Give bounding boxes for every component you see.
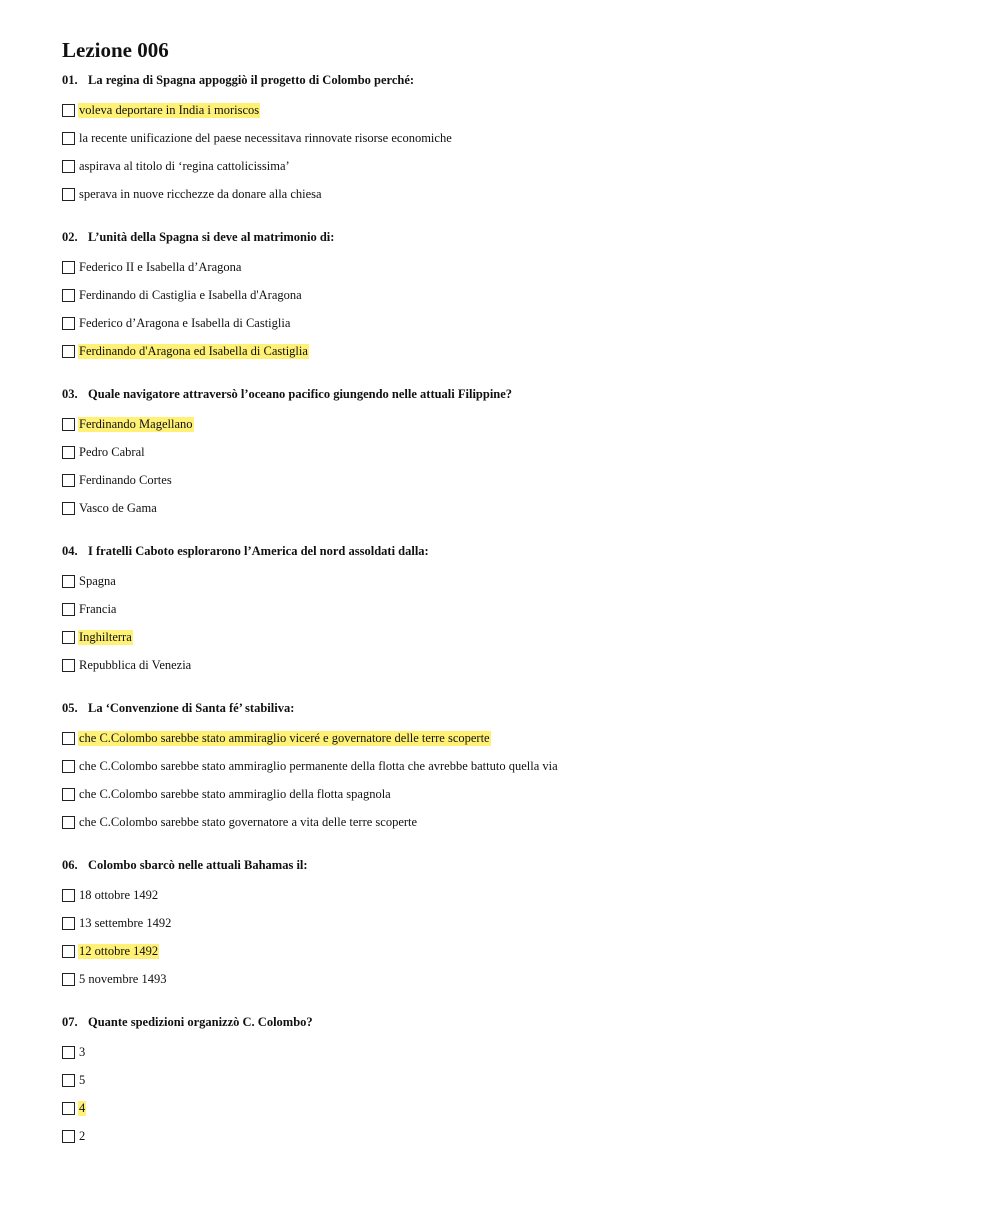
answer-label: la recente unificazione del paese necessitava rinnovate risorse economiche: [79, 130, 452, 145]
answer-option[interactable]: [62, 494, 962, 522]
answer-option[interactable]: [62, 1066, 962, 1094]
answer-label: che C.Colombo sarebbe stato ammiraglio della flotta spagnola: [79, 786, 391, 801]
answer-checkbox[interactable]: [62, 603, 75, 616]
answer-checkbox[interactable]: [62, 1046, 75, 1059]
answer-option[interactable]: [62, 253, 962, 281]
question-text: Colombo sbarcò nelle attuali Bahamas il:: [88, 858, 308, 872]
answer-checkbox[interactable]: [62, 1102, 75, 1115]
question-text: Quale navigatore attraversò l’oceano pacifico giungendo nelle attuali Filippine?: [88, 387, 513, 401]
question-list: [62, 70, 962, 1150]
question-heading: [62, 384, 962, 404]
answer-label: Vasco de Gama: [79, 500, 157, 515]
question-text: La regina di Spagna appoggiò il progetto di Colombo perché:: [88, 73, 415, 87]
quiz-page: [62, 36, 962, 1150]
answer-label: che C.Colombo sarebbe stato ammiraglio permanente della flotta che avrebbe battuto quella via: [79, 758, 558, 773]
answer-option[interactable]: [62, 152, 962, 180]
question-heading: [62, 541, 962, 561]
answer-label: 12 ottobre 1492: [79, 943, 159, 958]
question-05: [62, 698, 962, 836]
answer-option[interactable]: [62, 808, 962, 836]
answer-checkbox[interactable]: [62, 132, 75, 145]
answer-checkbox[interactable]: [62, 502, 75, 515]
answer-label: che C.Colombo sarebbe stato ammiraglio viceré e governatore delle terre scoperte: [79, 730, 490, 745]
answer-label: Federico II e Isabella d’Aragona: [79, 259, 242, 274]
question-text: I fratelli Caboto esplorarono l’America del nord assoldati dalla:: [88, 544, 429, 558]
question-number: 06.: [62, 858, 78, 872]
answer-checkbox[interactable]: [62, 474, 75, 487]
answer-checkbox[interactable]: [62, 1074, 75, 1087]
answer-label: 4: [79, 1100, 86, 1115]
answer-options: [62, 410, 962, 522]
answer-checkbox[interactable]: [62, 788, 75, 801]
answer-label: Spagna: [79, 573, 116, 588]
answer-checkbox[interactable]: [62, 917, 75, 930]
answer-label: Pedro Cabral: [79, 444, 145, 459]
answer-options: [62, 724, 962, 836]
answer-checkbox[interactable]: [62, 945, 75, 958]
answer-checkbox[interactable]: [62, 446, 75, 459]
question-number: 01.: [62, 73, 78, 87]
answer-option[interactable]: [62, 623, 962, 651]
answer-option[interactable]: [62, 881, 962, 909]
page-title: Lezione 006: [62, 38, 169, 62]
answer-checkbox[interactable]: [62, 1130, 75, 1143]
answer-label: aspirava al titolo di ‘regina cattolicissima’: [79, 158, 290, 173]
answer-label: Repubblica di Venezia: [79, 657, 192, 672]
answer-label: 5: [79, 1072, 86, 1087]
answer-option[interactable]: [62, 752, 962, 780]
answer-label: Inghilterra: [79, 629, 132, 644]
answer-checkbox[interactable]: [62, 575, 75, 588]
question-07: [62, 1012, 962, 1150]
answer-label: 5 novembre 1493: [79, 971, 167, 986]
answer-label: 3: [79, 1044, 86, 1059]
question-04: [62, 541, 962, 679]
answer-option[interactable]: [62, 1094, 962, 1122]
answer-label: sperava in nuove ricchezze da donare alla chiesa: [79, 186, 322, 201]
question-heading: [62, 1012, 962, 1032]
answer-checkbox[interactable]: [62, 732, 75, 745]
answer-option[interactable]: [62, 309, 962, 337]
answer-label: Ferdinando Cortes: [79, 472, 172, 487]
answer-checkbox[interactable]: [62, 188, 75, 201]
answer-options: [62, 881, 962, 993]
answer-label: 13 settembre 1492: [79, 915, 172, 930]
answer-checkbox[interactable]: [62, 418, 75, 431]
answer-checkbox[interactable]: [62, 889, 75, 902]
question-text: Quante spedizioni organizzò C. Colombo?: [88, 1015, 313, 1029]
answer-label: 2: [79, 1128, 86, 1143]
answer-options: [62, 567, 962, 679]
answer-checkbox[interactable]: [62, 345, 75, 358]
answer-option[interactable]: [62, 937, 962, 965]
answer-option[interactable]: [62, 1038, 962, 1066]
answer-option[interactable]: [62, 281, 962, 309]
question-text: La ‘Convenzione di Santa fé’ stabiliva:: [88, 701, 295, 715]
answer-option[interactable]: [62, 1122, 962, 1150]
answer-option[interactable]: [62, 466, 962, 494]
answer-checkbox[interactable]: [62, 631, 75, 644]
answer-checkbox[interactable]: [62, 760, 75, 773]
answer-option[interactable]: [62, 180, 962, 208]
answer-checkbox[interactable]: [62, 160, 75, 173]
answer-label: Ferdinando di Castiglia e Isabella d'Aragona: [79, 287, 302, 302]
answer-option[interactable]: [62, 96, 962, 124]
answer-label: Federico d’Aragona e Isabella di Castiglia: [79, 315, 291, 330]
answer-checkbox[interactable]: [62, 104, 75, 117]
answer-options: [62, 253, 962, 365]
answer-option[interactable]: [62, 724, 962, 752]
question-01: [62, 70, 962, 208]
answer-checkbox[interactable]: [62, 816, 75, 829]
answer-label: Francia: [79, 601, 117, 616]
question-number: 04.: [62, 544, 78, 558]
answer-options: [62, 96, 962, 208]
answer-label: 18 ottobre 1492: [79, 887, 159, 902]
question-heading: [62, 70, 962, 90]
question-number: 03.: [62, 387, 78, 401]
question-text: L’unità della Spagna si deve al matrimonio di:: [88, 230, 335, 244]
answer-option[interactable]: [62, 124, 962, 152]
answer-option[interactable]: [62, 438, 962, 466]
answer-option[interactable]: [62, 595, 962, 623]
answer-option[interactable]: [62, 651, 962, 679]
answer-checkbox[interactable]: [62, 317, 75, 330]
answer-label: voleva deportare in India i moriscos: [79, 102, 260, 117]
answer-label: Ferdinando Magellano: [79, 416, 193, 431]
answer-label: Ferdinando d'Aragona ed Isabella di Castiglia: [79, 343, 308, 358]
question-02: [62, 227, 962, 365]
answer-checkbox[interactable]: [62, 289, 75, 302]
answer-label: che C.Colombo sarebbe stato governatore a vita delle terre scoperte: [79, 814, 418, 829]
answer-checkbox[interactable]: [62, 261, 75, 274]
question-03: [62, 384, 962, 522]
question-number: 07.: [62, 1015, 78, 1029]
question-number: 05.: [62, 701, 78, 715]
answer-checkbox[interactable]: [62, 973, 75, 986]
answer-option[interactable]: [62, 909, 962, 937]
answer-option[interactable]: [62, 965, 962, 993]
answer-option[interactable]: [62, 410, 962, 438]
question-heading: [62, 698, 962, 718]
answer-option[interactable]: [62, 780, 962, 808]
question-number: 02.: [62, 230, 78, 244]
answer-option[interactable]: [62, 567, 962, 595]
answer-checkbox[interactable]: [62, 659, 75, 672]
question-heading: [62, 855, 962, 875]
answer-options: [62, 1038, 962, 1150]
question-06: [62, 855, 962, 993]
answer-option[interactable]: [62, 337, 962, 365]
question-heading: [62, 227, 962, 247]
